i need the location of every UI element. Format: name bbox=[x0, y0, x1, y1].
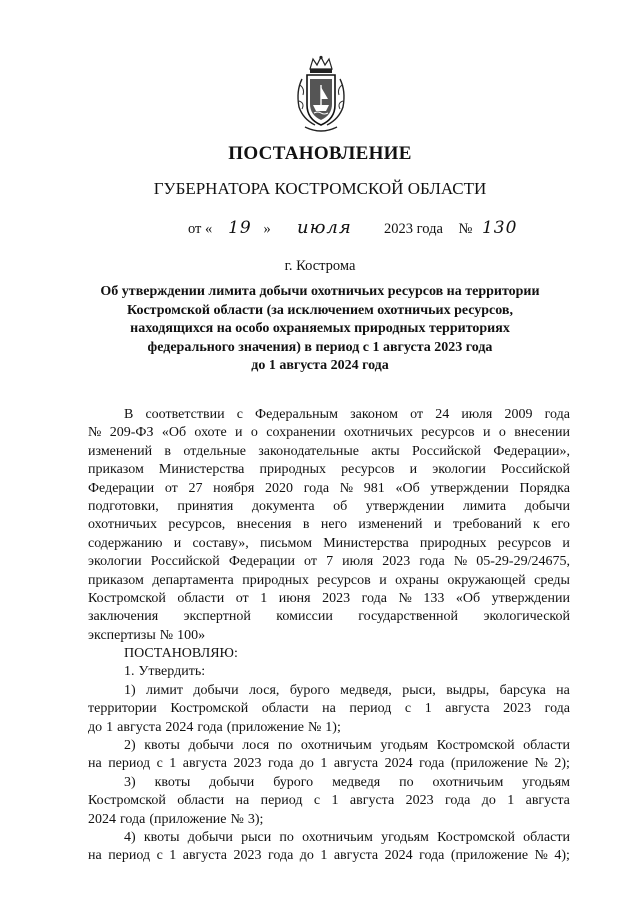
body-line bbox=[88, 480, 570, 498]
body-word: 2020 bbox=[265, 480, 294, 496]
body-line bbox=[88, 461, 570, 479]
body-word: 1 bbox=[169, 848, 177, 864]
body-line bbox=[88, 663, 570, 681]
body-word: 7 bbox=[326, 554, 334, 570]
body-word: охраны bbox=[395, 572, 439, 588]
body-word: области bbox=[523, 829, 570, 845]
body-word: 05-29-29/24675, bbox=[476, 554, 570, 570]
document-body bbox=[88, 406, 570, 866]
body-word: и bbox=[379, 572, 387, 588]
body-word: природных bbox=[242, 572, 309, 588]
body-word: 2024 bbox=[384, 756, 413, 772]
handwritten-day: 19 bbox=[228, 218, 252, 238]
body-word: квоты bbox=[154, 774, 191, 790]
body-word: 1 bbox=[320, 848, 328, 864]
body-word: лимита bbox=[462, 498, 507, 514]
body-word: него bbox=[320, 517, 347, 533]
body-word: 2024 bbox=[88, 811, 116, 827]
body-line bbox=[88, 516, 570, 534]
body-word: 2023 bbox=[233, 848, 262, 864]
body-word: № bbox=[88, 425, 102, 441]
body-word: квоты bbox=[144, 738, 180, 754]
body-word: августа bbox=[445, 701, 490, 717]
body-line bbox=[88, 682, 570, 700]
body-word: заключения bbox=[88, 609, 159, 625]
body-word: на bbox=[556, 682, 570, 698]
body-word: охоте bbox=[194, 425, 227, 441]
body-word: Костромской bbox=[170, 701, 249, 717]
body-word: ноября bbox=[213, 480, 255, 496]
body-word: 1 bbox=[507, 793, 515, 809]
subject-line: находящихся на особо охраняемых природных территориях bbox=[130, 321, 510, 336]
body-word: на bbox=[322, 701, 336, 717]
body-word: августа bbox=[117, 719, 162, 735]
body-word: августа bbox=[525, 793, 570, 809]
body-word: ПОСТАНОВЛЯЮ: bbox=[124, 646, 238, 662]
handwritten-month: июля bbox=[296, 217, 352, 238]
body-word: от bbox=[410, 407, 424, 422]
body-word: 24 bbox=[435, 407, 450, 422]
body-word: года bbox=[120, 811, 146, 827]
body-line bbox=[88, 792, 570, 810]
body-line bbox=[88, 553, 570, 571]
body-word: 3); bbox=[247, 811, 264, 827]
body-word: по bbox=[399, 774, 414, 790]
body-word: до bbox=[299, 756, 314, 772]
body-word: 1); bbox=[325, 719, 341, 735]
body-word: года bbox=[419, 848, 445, 864]
body-word: Костромской bbox=[437, 829, 515, 845]
body-word: от bbox=[164, 480, 178, 496]
body-word: года bbox=[303, 480, 330, 496]
body-word: Костромской bbox=[88, 793, 166, 809]
body-line bbox=[88, 719, 570, 737]
body-line bbox=[88, 700, 570, 718]
body-line bbox=[88, 627, 570, 645]
body-word: об bbox=[333, 498, 348, 514]
body-word: Федерации bbox=[88, 480, 155, 496]
body-word: законодательные bbox=[258, 443, 359, 459]
body-word: с bbox=[156, 848, 163, 864]
body-word: Костромской bbox=[88, 590, 166, 606]
body-word: 2024 bbox=[165, 719, 194, 735]
body-word: ресурсов bbox=[341, 462, 395, 478]
document-subject bbox=[80, 283, 560, 376]
body-word: его bbox=[551, 517, 570, 533]
body-word: сохранении bbox=[266, 425, 336, 441]
body-word: Федерации bbox=[228, 554, 295, 570]
body-line bbox=[88, 590, 570, 608]
body-word: № bbox=[453, 554, 468, 570]
body-word: экологии bbox=[88, 554, 142, 570]
body-line bbox=[88, 406, 570, 424]
body-word: соответствии bbox=[145, 407, 225, 422]
body-word: 1 bbox=[106, 719, 114, 735]
body-word: 1. bbox=[124, 664, 135, 680]
body-word: ресурсов bbox=[497, 535, 552, 551]
body-word: 100» bbox=[177, 627, 206, 643]
body-word: с bbox=[156, 756, 163, 772]
body-line bbox=[88, 498, 570, 516]
body-word: природных bbox=[259, 462, 327, 478]
body-word: № bbox=[307, 719, 322, 735]
body-word: в bbox=[164, 443, 172, 459]
body-word: добычи bbox=[188, 738, 234, 754]
body-word: года bbox=[544, 701, 570, 717]
body-word: добычи bbox=[524, 498, 570, 514]
body-word: Министерства bbox=[323, 535, 409, 551]
body-word: 209-ФЗ bbox=[109, 425, 154, 441]
body-word: с bbox=[404, 701, 412, 717]
body-word: года bbox=[544, 407, 570, 422]
body-word: внесении bbox=[514, 425, 570, 441]
body-word: Федеральным bbox=[255, 407, 338, 422]
body-word: 4) bbox=[124, 829, 136, 845]
body-word: года bbox=[197, 719, 223, 735]
body-word: июня bbox=[278, 590, 311, 606]
body-word: августа bbox=[333, 848, 379, 864]
body-word: добычи bbox=[187, 829, 233, 845]
body-word: 3) bbox=[124, 774, 136, 790]
body-word: охотничьих bbox=[88, 517, 157, 533]
body-word: на bbox=[88, 756, 102, 772]
number-label: № bbox=[458, 221, 473, 237]
body-word: 2023 bbox=[322, 590, 351, 606]
subject-line: Об утверждении лимита добычи охотничьих ресурсов на территории bbox=[100, 284, 540, 299]
body-word: № bbox=[159, 627, 174, 643]
body-word: выдры, bbox=[446, 682, 490, 698]
body-word: на bbox=[88, 848, 102, 864]
body-word: рыси bbox=[241, 829, 272, 845]
coat-of-arms-emblem bbox=[293, 55, 349, 135]
body-word: принятия bbox=[177, 498, 234, 514]
body-word: экспертной bbox=[183, 609, 251, 625]
body-word: территории bbox=[88, 701, 157, 717]
body-word: утверждении bbox=[430, 480, 509, 496]
body-word: Утвердить: bbox=[138, 664, 206, 680]
body-word: июля bbox=[461, 407, 493, 422]
body-word: о bbox=[250, 425, 258, 441]
body-word: 2024 bbox=[384, 848, 413, 864]
body-line bbox=[88, 443, 570, 461]
body-word: угодьям bbox=[522, 774, 570, 790]
body-word: и bbox=[483, 425, 491, 441]
body-word: лимит bbox=[146, 682, 183, 698]
body-word: 1 bbox=[320, 756, 328, 772]
body-word: и bbox=[173, 535, 182, 551]
issuing-authority: ГУБЕРНАТОРА КОСТРОМСКОЙ ОБЛАСТИ bbox=[153, 179, 487, 198]
body-word: с bbox=[313, 793, 321, 809]
body-word: области bbox=[177, 590, 225, 606]
body-word: «Об bbox=[395, 480, 420, 496]
handwritten-document-number: 130 bbox=[481, 218, 518, 238]
body-word: Российской bbox=[500, 462, 570, 478]
body-word: угодьям bbox=[381, 829, 429, 845]
body-word: и bbox=[562, 535, 570, 551]
body-word: департамента bbox=[152, 572, 234, 588]
body-word: период bbox=[349, 701, 392, 717]
body-word: по bbox=[279, 829, 294, 845]
subject-line: до 1 августа 2024 года bbox=[251, 358, 389, 373]
body-word: 2); bbox=[554, 756, 570, 772]
body-word: период bbox=[260, 793, 303, 809]
body-word: области bbox=[177, 793, 225, 809]
body-word: государственной bbox=[358, 609, 459, 625]
body-word: угодьям bbox=[380, 738, 429, 754]
body-word: экологии bbox=[432, 462, 486, 478]
body-line bbox=[88, 535, 570, 553]
date-year: 2023 года bbox=[384, 221, 443, 237]
body-word: № bbox=[230, 811, 244, 827]
body-word: к bbox=[533, 517, 540, 533]
body-word: 2023 bbox=[405, 793, 434, 809]
body-word: документа bbox=[251, 498, 315, 514]
body-word: изменений bbox=[88, 443, 153, 459]
body-word: 2) bbox=[124, 738, 136, 754]
body-word: утверждении bbox=[491, 590, 570, 606]
body-word: 1 bbox=[424, 701, 432, 717]
body-word: комиссии bbox=[276, 609, 333, 625]
body-word: окружающей bbox=[447, 572, 526, 588]
body-word: добычи bbox=[209, 774, 255, 790]
body-word: 2023 bbox=[503, 701, 532, 717]
body-word: Федерации», bbox=[493, 443, 570, 459]
body-word: 1 bbox=[331, 793, 339, 809]
body-word: Российской bbox=[150, 554, 220, 570]
body-word: требований bbox=[452, 517, 522, 533]
date-and-number-line bbox=[188, 217, 517, 238]
body-word: до bbox=[481, 793, 496, 809]
body-word: В bbox=[124, 407, 134, 422]
body-line bbox=[88, 847, 570, 865]
body-word: и bbox=[409, 462, 418, 478]
body-line bbox=[88, 608, 570, 626]
body-word: экологической bbox=[483, 609, 570, 625]
body-word: составу», bbox=[192, 535, 249, 551]
body-word: 1) bbox=[124, 682, 136, 698]
body-line bbox=[88, 755, 570, 773]
body-word: медведя, bbox=[340, 682, 392, 698]
body-word: бурого bbox=[289, 682, 330, 698]
body-line bbox=[88, 829, 570, 847]
body-word: (приложение bbox=[226, 719, 304, 735]
body-word: добычи bbox=[193, 682, 239, 698]
body-word: года bbox=[419, 554, 445, 570]
body-word: 27 bbox=[188, 480, 203, 496]
body-word: № bbox=[534, 848, 548, 864]
body-word: изменений bbox=[358, 517, 423, 533]
body-word: (приложение bbox=[450, 848, 529, 864]
body-word: природных bbox=[419, 535, 487, 551]
body-word: на bbox=[235, 793, 250, 809]
body-word: области bbox=[261, 701, 309, 717]
body-word: по bbox=[277, 738, 293, 754]
body-word: среды bbox=[534, 572, 570, 588]
body-word: и bbox=[433, 517, 442, 533]
subject-line: Костромской области (за исключением охотничьих ресурсов, bbox=[127, 302, 513, 318]
body-word: 1 bbox=[169, 756, 177, 772]
body-word: приказом bbox=[88, 462, 144, 478]
body-word: отдельные bbox=[183, 443, 246, 459]
body-word: (приложение bbox=[450, 756, 529, 772]
body-word: лося, bbox=[248, 682, 280, 698]
body-word: августа bbox=[349, 793, 395, 809]
body-word: письмом bbox=[259, 535, 312, 551]
body-word: 133 bbox=[423, 590, 445, 606]
body-word: утверждении bbox=[365, 498, 445, 514]
body-word: бурого bbox=[273, 774, 314, 790]
document-title: ПОСТАНОВЛЕНИЕ bbox=[228, 143, 412, 164]
body-word: «Об bbox=[455, 590, 481, 606]
body-word: года bbox=[267, 848, 294, 864]
date-prefix: от « bbox=[188, 221, 213, 237]
body-word: квоты bbox=[143, 829, 180, 845]
body-word: внесения bbox=[236, 517, 292, 533]
body-word: Российской bbox=[412, 443, 482, 459]
body-word: приказом bbox=[88, 572, 144, 588]
body-word: акты bbox=[371, 443, 400, 459]
body-word: законом bbox=[350, 407, 398, 422]
body-line bbox=[88, 645, 570, 663]
body-word: период bbox=[108, 756, 151, 772]
body-word: ресурсов bbox=[421, 425, 475, 441]
body-word: № bbox=[534, 756, 548, 772]
body-word: июля bbox=[342, 554, 374, 570]
body-word: до bbox=[88, 719, 103, 735]
body-word: охотничьих bbox=[343, 425, 413, 441]
body-line bbox=[88, 572, 570, 590]
body-word: рыси, bbox=[402, 682, 436, 698]
body-word: медведя bbox=[332, 774, 381, 790]
body-word: экспертизы bbox=[88, 627, 156, 643]
body-word: года bbox=[444, 793, 471, 809]
body-word: и bbox=[235, 425, 243, 441]
body-word: августа bbox=[333, 756, 379, 772]
body-word: года bbox=[419, 756, 445, 772]
body-word: 2023 bbox=[382, 554, 411, 570]
body-word: Костромской bbox=[436, 738, 515, 754]
body-word: ресурсов bbox=[317, 572, 371, 588]
city: г. Кострома bbox=[284, 258, 356, 274]
body-word: в bbox=[302, 517, 310, 533]
body-word: 981 bbox=[363, 480, 385, 496]
body-word: № bbox=[398, 590, 412, 606]
body-word: охотничьим bbox=[302, 829, 373, 845]
body-word: о bbox=[498, 425, 506, 441]
body-word: охотничьим bbox=[432, 774, 504, 790]
body-word: (приложение bbox=[149, 811, 227, 827]
body-word: содержанию bbox=[88, 535, 163, 551]
body-word: охотничьим bbox=[300, 738, 372, 754]
body-word: года bbox=[361, 590, 387, 606]
body-word: ресурсов, bbox=[168, 517, 226, 533]
body-word: августа bbox=[182, 756, 228, 772]
body-word: 2023 bbox=[233, 756, 262, 772]
body-word: Порядка bbox=[519, 480, 570, 496]
body-word: от bbox=[304, 554, 317, 570]
body-word: лося bbox=[242, 738, 270, 754]
body-word: 2009 bbox=[504, 407, 533, 422]
body-word: с bbox=[236, 407, 243, 422]
body-word: области bbox=[523, 738, 570, 754]
body-word: «Об bbox=[161, 425, 187, 441]
body-word: Министерства bbox=[158, 462, 245, 478]
body-word: до bbox=[299, 848, 314, 864]
body-word: от bbox=[235, 590, 249, 606]
body-line bbox=[88, 774, 570, 792]
body-word: № bbox=[339, 480, 354, 496]
date-day-close: » bbox=[263, 221, 271, 237]
body-line bbox=[88, 737, 570, 755]
body-word: 4); bbox=[554, 848, 570, 864]
body-word: подготовки, bbox=[88, 498, 159, 514]
body-line bbox=[88, 424, 570, 442]
subject-line: федерального значения) в период с 1 августа 2023 года bbox=[147, 339, 493, 355]
body-word: года bbox=[267, 756, 294, 772]
body-line bbox=[88, 811, 570, 829]
body-word: барсука bbox=[499, 682, 546, 698]
body-word: августа bbox=[182, 848, 228, 864]
body-word: 1 bbox=[260, 590, 268, 606]
body-word: период bbox=[108, 848, 151, 864]
